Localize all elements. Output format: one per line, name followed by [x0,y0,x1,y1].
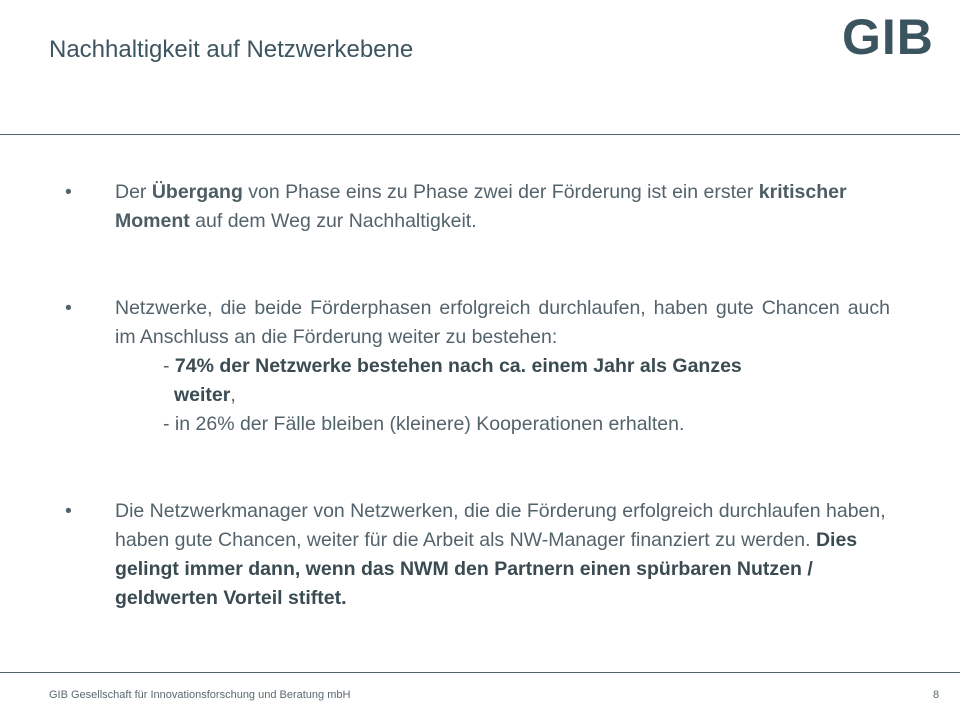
bottom-divider [0,672,960,673]
bullet-1-text: Der Übergang von Phase eins zu Phase zwei der Förderung ist ein erster kritischer Moment auf dem Weg zur Nachhaltigkeit. [115,181,847,232]
bullet-item-2 [60,294,890,439]
bullet-item-1 [60,178,890,236]
bullet-2-sub-1: - 74% der Netzwerke bestehen nach ca. einem Jahr als Ganzes [163,355,742,377]
bullet-2-sub-2: - in 26% der Fälle bleiben (kleinere) Kooperationen erhalten. [163,413,685,435]
slide-body [60,178,890,613]
page-number: 8 [933,689,940,701]
bullet-marker: • [65,500,72,522]
bullet-marker: • [65,297,72,319]
top-divider [0,134,960,135]
footer-company: GIB Gesellschaft für Innovationsforschung und Beratung mbH [49,689,351,701]
logo-text: GIB [842,14,934,58]
bullet-item-3 [60,497,890,613]
bullet-2-text: Netzwerke, die beide Förderphasen erfolgreich durchlaufen, haben gute Chancen auch im Anschluss an die Förderung weiter zu bestehen: [115,297,890,348]
bullet-2-sub-1-cont: weiter, [174,384,236,406]
gib-logo [842,14,946,58]
bullet-marker: • [65,181,72,203]
bullet-3-text: Die Netzwerkmanager von Netzwerken, die die Förderung erfolgreich durchlaufen haben, haben gute Chancen, weiter für die Arbeit als NW-Manager finanziert zu werden. Dies gelingt immer dann, wenn das NWM den Partnern einen spürbaren Nutzen / geldwerten Vorteil stiftet. [115,500,886,609]
slide-title: Nachhaltigkeit auf Netzwerkebene [49,36,414,63]
